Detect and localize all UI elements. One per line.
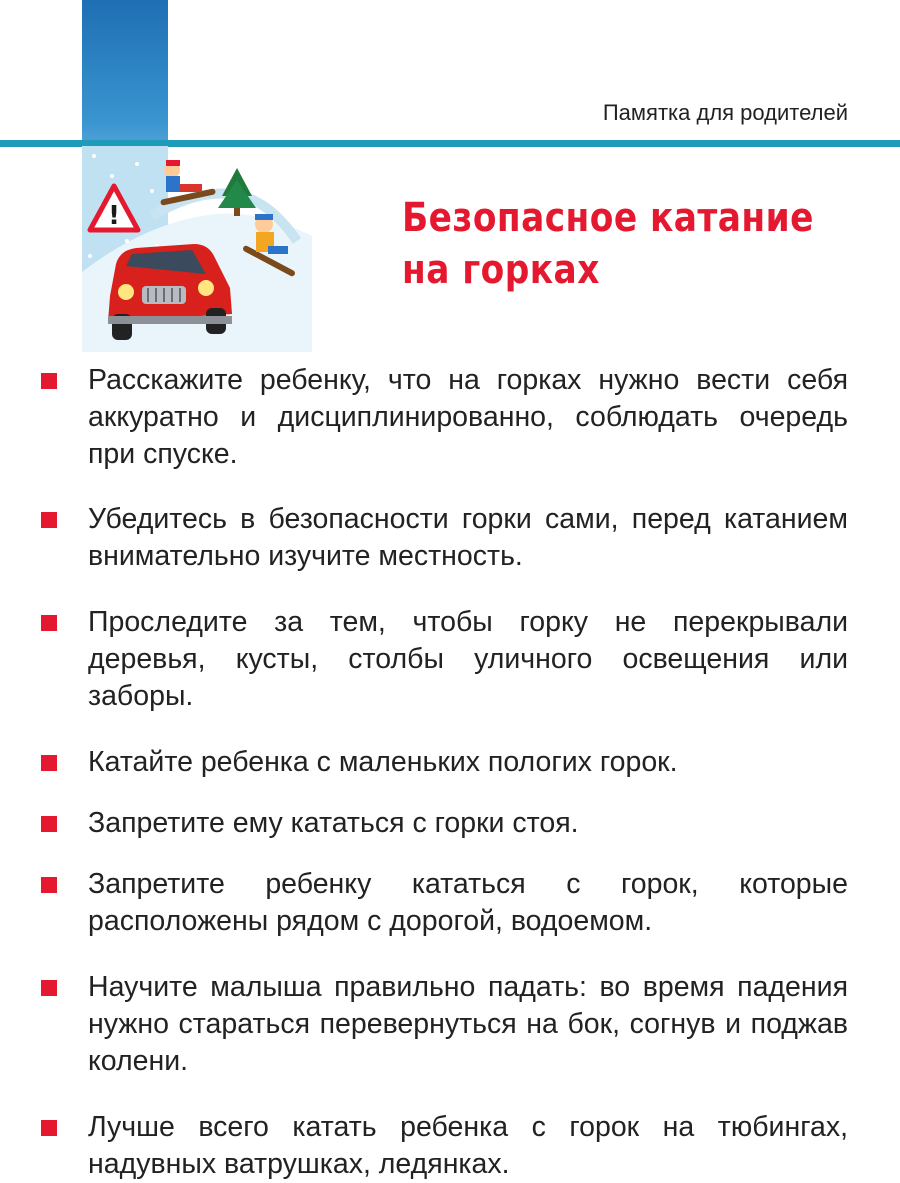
svg-text:!: ! — [108, 201, 120, 231]
list-item-text: Научите малыша правильно падать: во время падения нужно стараться перевернуться на бок, согнув и поджав колени. — [88, 971, 848, 1077]
sledding-illustration — [82, 146, 312, 352]
bullet-icon — [41, 615, 57, 631]
list-item-text: Проследите за тем, чтобы горку не перекрывали деревья, кусты, столбы уличного освещения или заборы. — [88, 606, 848, 712]
list-item — [0, 805, 900, 842]
list-item-text: Лучше всего катать ребенка с горок на тюбингах, надувных ватрушках, ледянках. — [88, 1111, 848, 1180]
list-item-text: Катайте ребенка с маленьких пологих горок. — [88, 746, 678, 778]
bullet-icon — [41, 1120, 57, 1136]
list-item-text: Убедитесь в безопасности горки сами, перед катанием внимательно изучите местность. — [88, 503, 848, 572]
list-item — [0, 1109, 900, 1183]
page-title-line-2: на горках — [402, 247, 600, 293]
tips-list — [0, 362, 900, 1183]
list-item — [0, 362, 900, 473]
list-item-text: Расскажите ребенку, что на горках нужно вести себя аккуратно и дисциплинированно, соблюдать очередь при спуске. — [88, 364, 848, 470]
list-item-text: Запретите ребенку кататься с горок, которые расположены рядом с дорогой, водоемом. — [88, 868, 848, 937]
list-item — [0, 744, 900, 781]
bullet-icon — [41, 816, 57, 832]
list-item-text: Запретите ему кататься с горки стоя. — [88, 807, 579, 839]
page-title-line-1: Безопасное катание — [402, 195, 814, 241]
list-item — [0, 501, 900, 575]
list-item — [0, 969, 900, 1080]
page-title — [402, 192, 814, 296]
bullet-icon — [41, 755, 57, 771]
list-item — [0, 604, 900, 715]
bullet-icon — [41, 512, 57, 528]
bullet-icon — [41, 373, 57, 389]
bullet-icon — [41, 877, 57, 893]
header-caption: Памятка для родителей — [602, 100, 848, 125]
list-item — [0, 866, 900, 940]
bullet-icon — [41, 980, 57, 996]
